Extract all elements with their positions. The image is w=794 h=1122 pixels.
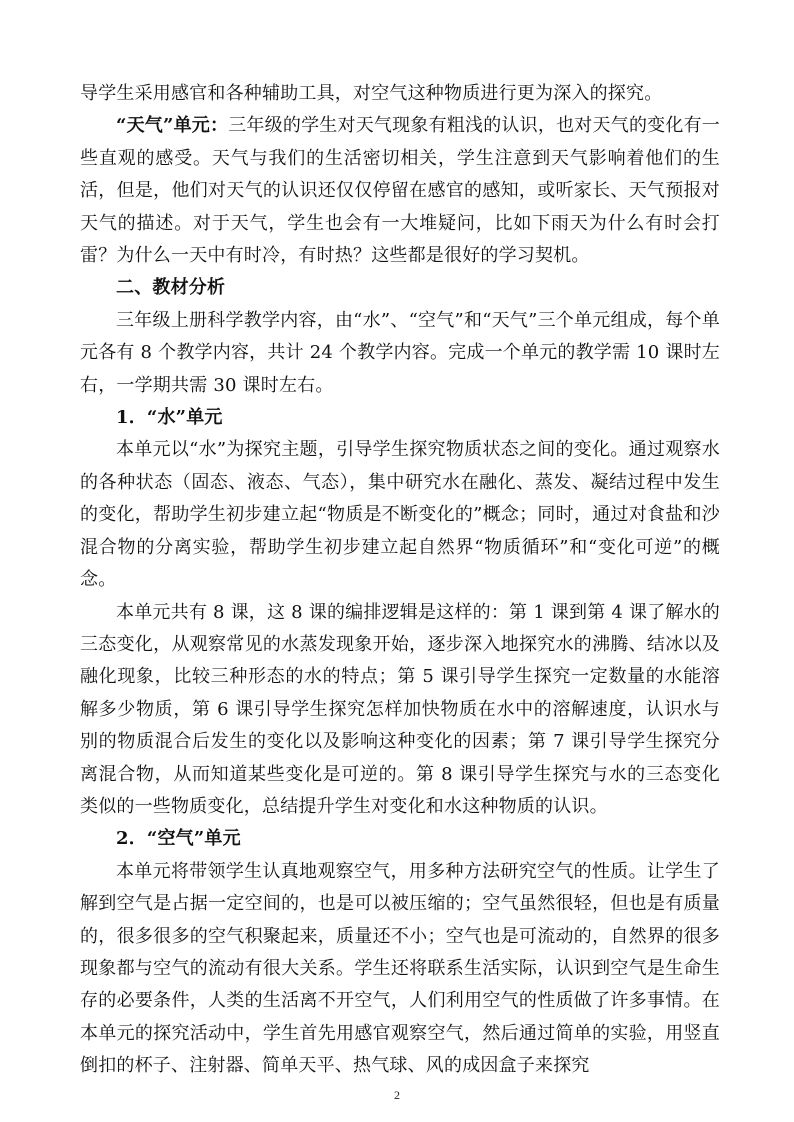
- paragraph-continuation: 导学生采用感官和各种辅助工具，对空气这种物质进行更为深入的探究。: [80, 83, 663, 104]
- paragraph-text: 三年级的学生对天气现象有粗浅的认识，也对天气的变化有一些直观的感受。天气与我们的生活密切相关，学生注意到天气影响着他们的生活，但是，他们对天气的认识还仅仅停留在感官的感知，或听家长、天气预报对天气的描述。对于天气，学生也会有一大堆疑问，比如下雨天为什么有时会打雷？为什么一天中有时冷，有时热？这些都是很好的学习契机。: [80, 115, 720, 267]
- page-number: 2: [394, 1088, 400, 1102]
- paragraph-lead-label: “天气”单元：: [116, 115, 229, 137]
- paragraph-weather-unit: [80, 110, 720, 272]
- subsection-heading-water-unit: 1．“水”单元: [116, 407, 223, 429]
- subsection-heading-air-unit: 2．“空气”单元: [116, 828, 241, 850]
- document-body: [80, 78, 720, 1083]
- paragraph-air-unit: 本单元将带领学生认真地观察空气，用多种方法研究空气的性质。让学生了解到空气是占据一定空间的，也是可以被压缩的；空气虽然很轻，但也是有质量的，很多很多的空气积聚起来，质量还不小；空气也是可流动的，自然界的很多现象都与空气的流动有很大关系。学生还将联系生活实际，认识到空气是生命生存的必要条件，人类的生活离不开空气，人们利用空气的性质做了许多事情。在本单元的探究活动中，学生首先用感官观察空气，然后通过简单的实验，用竖直倒扣的杯子、注射器、简单天平、热气球、风的成因盒子来探究: [80, 860, 720, 1077]
- section-heading-textbook-analysis: 二、教材分析: [116, 277, 226, 299]
- paragraph-textbook-overview: 三年级上册科学教学内容，由“水”、“空气”和“天气”三个单元组成，每个单元各有 8 个教学内容，共计 24 个教学内容。完成一个单元的教学需 10 课时左右，一学期共需 30 课时左右。: [80, 309, 720, 396]
- paragraph-water-unit-theme: 本单元以“水”为探究主题，引导学生探究物质状态之间的变化。通过观察水的各种状态（固态、液态、气态），集中研究水在融化、蒸发、凝结过程中发生的变化，帮助学生初步建立起“物质是不断变化的”概念；同时，通过对食盐和沙混合物的分离实验，帮助学生初步建立起自然界“物质循环”和“变化可逆”的概念。: [80, 439, 720, 591]
- paragraph-water-unit-lessons: 本单元共有 8 课，这 8 课的编排逻辑是这样的：第 1 课到第 4 课了解水的三态变化，从观察常见的水蒸发现象开始，逐步深入地探究水的沸腾、结冰以及融化现象，比较三种形态的水的特点；第 5 课引导学生探究一定数量的水能溶解多少物质，第 6 课引导学生探究怎样加快物质在水中的溶解速度，认识水与别的物质混合后发生的变化以及影响这种变化的因素；第 7 课引导学生探究分离混合物，从而知道某些变化是可逆的。第 8 课引导学生探究与水的三态变化类似的一些物质变化，总结提升学生对变化和水这种物质的认识。: [80, 601, 720, 817]
